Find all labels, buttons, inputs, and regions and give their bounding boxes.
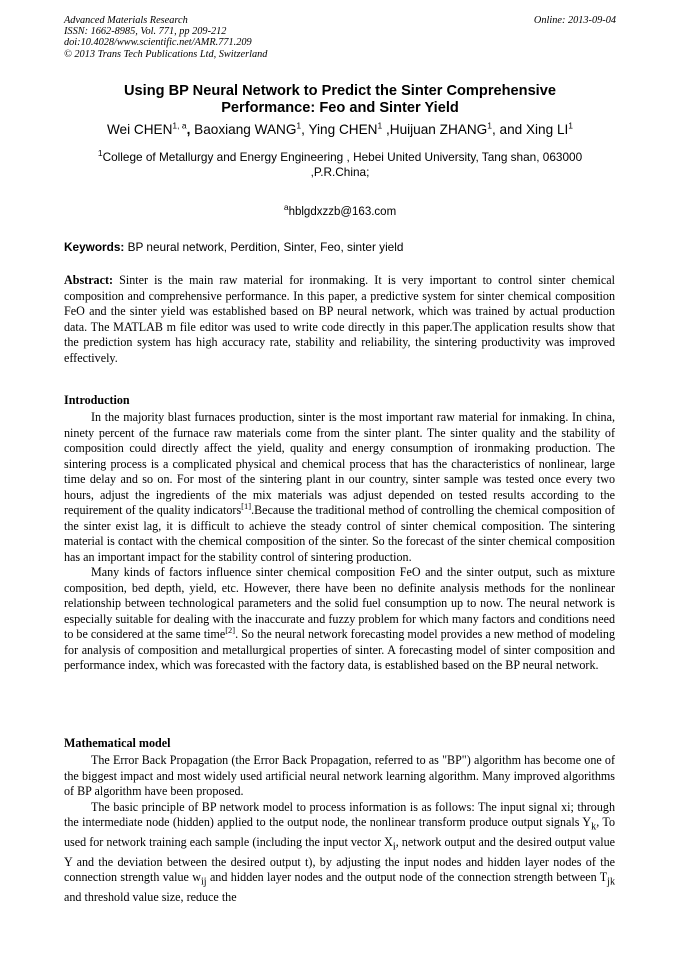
paragraph	[64, 800, 615, 906]
paragraph	[64, 565, 615, 674]
author-separator: ,	[301, 122, 305, 137]
paragraph-text: In the majority blast furnaces production, sinter is the most important raw material for inmaking. In china, ninety percent of the furnace raw materials come from the sinter plant. The sinter quality and the stability of composition could directly affect the yield, quality and energy consumption of ironmaking production. The sintering process is a complicated physical and chemical process that has the characteristics of nonlinear, large time delay and so on. For most of the sintering plant in our country, sinter sample was tested once every two hours, adjust the ingredients of the mix materials was adjust depended on tested results according to the requirement of the quality indicators	[64, 410, 615, 517]
author-affiliation-mark: 1	[487, 120, 492, 131]
abstract	[64, 273, 615, 366]
author-list	[40, 121, 640, 139]
affiliation-mark: 1	[97, 148, 103, 159]
affiliation	[64, 150, 616, 180]
title-line-2: Performance: Feo and Sinter Yield	[221, 100, 459, 116]
author-affiliation-mark: 1	[296, 120, 302, 131]
email-address: hblgdxzzb@163.com	[288, 206, 397, 218]
paragraph-text: and threshold value size, reduce the	[64, 890, 237, 905]
affiliation-line-1: College of Metallurgy and Energy Engineering , Hebei United University, Tang shan, 063000	[102, 150, 583, 164]
math-model-section	[64, 753, 615, 906]
paragraph-text: The basic principle of BP network model to process information is as follows: The input signal xi; through the intermediate node (hidden) applied to the output node, the nonlinear transform produce output signals Y	[64, 799, 615, 829]
citation-ref: [2]	[225, 624, 236, 635]
subscript: k	[591, 821, 597, 833]
math-model-heading: Mathematical model	[64, 736, 171, 750]
copyright-line: © 2013 Trans Tech Publications Ltd, Switzerland	[64, 48, 268, 60]
author-name: Wei CHEN	[106, 122, 173, 137]
author-name: Huijuan ZHANG	[389, 122, 488, 137]
issn-line: ISSN: 1662-8985, Vol. 771, pp 209-212	[64, 26, 227, 38]
paragraph-text: , To used for network training each sample (including the input vector X	[64, 815, 615, 849]
author-affiliation-mark: 1	[568, 120, 574, 131]
paragraph-text: , network output and the desired output value Y and the deviation between the desired output t), by adjusting the input nodes and hidden layer nodes of the connection strength value w	[64, 834, 616, 885]
paragraph	[64, 410, 615, 565]
subscript: jk	[607, 876, 615, 888]
author-name: and Xing LI	[495, 122, 569, 137]
author-affiliation-mark: 1, a	[172, 120, 187, 131]
keywords-text: BP neural network, Perdition, Sinter, Feo, sinter yield	[124, 240, 404, 254]
paper-title	[64, 83, 616, 117]
paragraph-text: Many kinds of factors influence sinter chemical composition FeO and the sinter output, such as mixture composition, bed depth, yield, etc. However, there have been no definite analysis methods for the nonlinear relationship between technological parameters and the solid fuel consumption up to now. The neural network is especially suitable for dealing with the inaccurate and fuzzy problem for which many factors and conditions need to be considered at the same time	[64, 565, 615, 641]
title-line-1: Using BP Neural Network to Predict the Sinter Comprehensive	[124, 83, 556, 99]
doi-line: doi:10.4028/www.scientific.net/AMR.771.209	[64, 37, 252, 49]
keywords	[64, 240, 616, 254]
author-name: Ying CHEN	[304, 122, 378, 137]
paragraph-text: . So the neural network forecasting model provides a new method of modeling for analysis of composition and metallurgical properties of sinter. A forecasting model of sinter composition and performance index, which was forecasted with the factory data, is established based on the BP neural network.	[64, 627, 615, 672]
online-date: Online: 2013-09-04	[533, 15, 616, 26]
email-mark: a	[283, 202, 289, 213]
author-separator: ,	[491, 122, 496, 137]
introduction-section	[64, 410, 615, 674]
abstract-label: Abstract:	[64, 273, 114, 287]
paragraph-text: .Because the traditional method of controlling the chemical composition of the sinter exist lag, it is difficult to achieve the steady control of sinter chemical composition. The sintering material is contact with the chemical composition of the sinter. So the forecast of the sinter chemical composition has an important impact for the stability control of sintering production.	[64, 503, 615, 564]
introduction-heading: Introduction	[64, 393, 130, 407]
author-affiliation-mark: 1	[377, 120, 383, 131]
journal-header	[64, 15, 616, 60]
affiliation-line-2: ,P.R.China;	[310, 165, 370, 179]
journal-name: Advanced Materials Research	[64, 15, 188, 26]
citation-ref: [1]	[241, 500, 252, 511]
subscript: ij	[200, 876, 207, 888]
subscript: i	[392, 841, 396, 853]
paragraph: The Error Back Propagation (the Error Back Propagation, referred to as "BP") algorithm has become one of the biggest impact and most widely used artificial neural network learning algorithm. Many improved algorithms of BP algorithm have been proposed.	[64, 753, 615, 798]
author-name: Baoxiang WANG	[190, 122, 297, 137]
paragraph-text: and hidden layer nodes and the output node of the connection strength between T	[206, 870, 608, 885]
author-separator: ,	[186, 122, 191, 137]
abstract-text: Sinter is the main raw material for ironmaking. It is very important to control sinter chemical composition and comprehensive performance. In this paper, a predictive system for sinter chemical composition FeO and the sinter yield was established based on BP neural network, which was trained by actual production data. The MATLAB m file editor was used to write code directly in this paper.The application results show that the prediction system has high accuracy rate, stability and reliability, the sintering productivity was improved effectively.	[64, 273, 615, 365]
keywords-label: Keywords:	[64, 240, 125, 254]
email	[64, 202, 616, 219]
author-separator: ,	[382, 122, 390, 137]
